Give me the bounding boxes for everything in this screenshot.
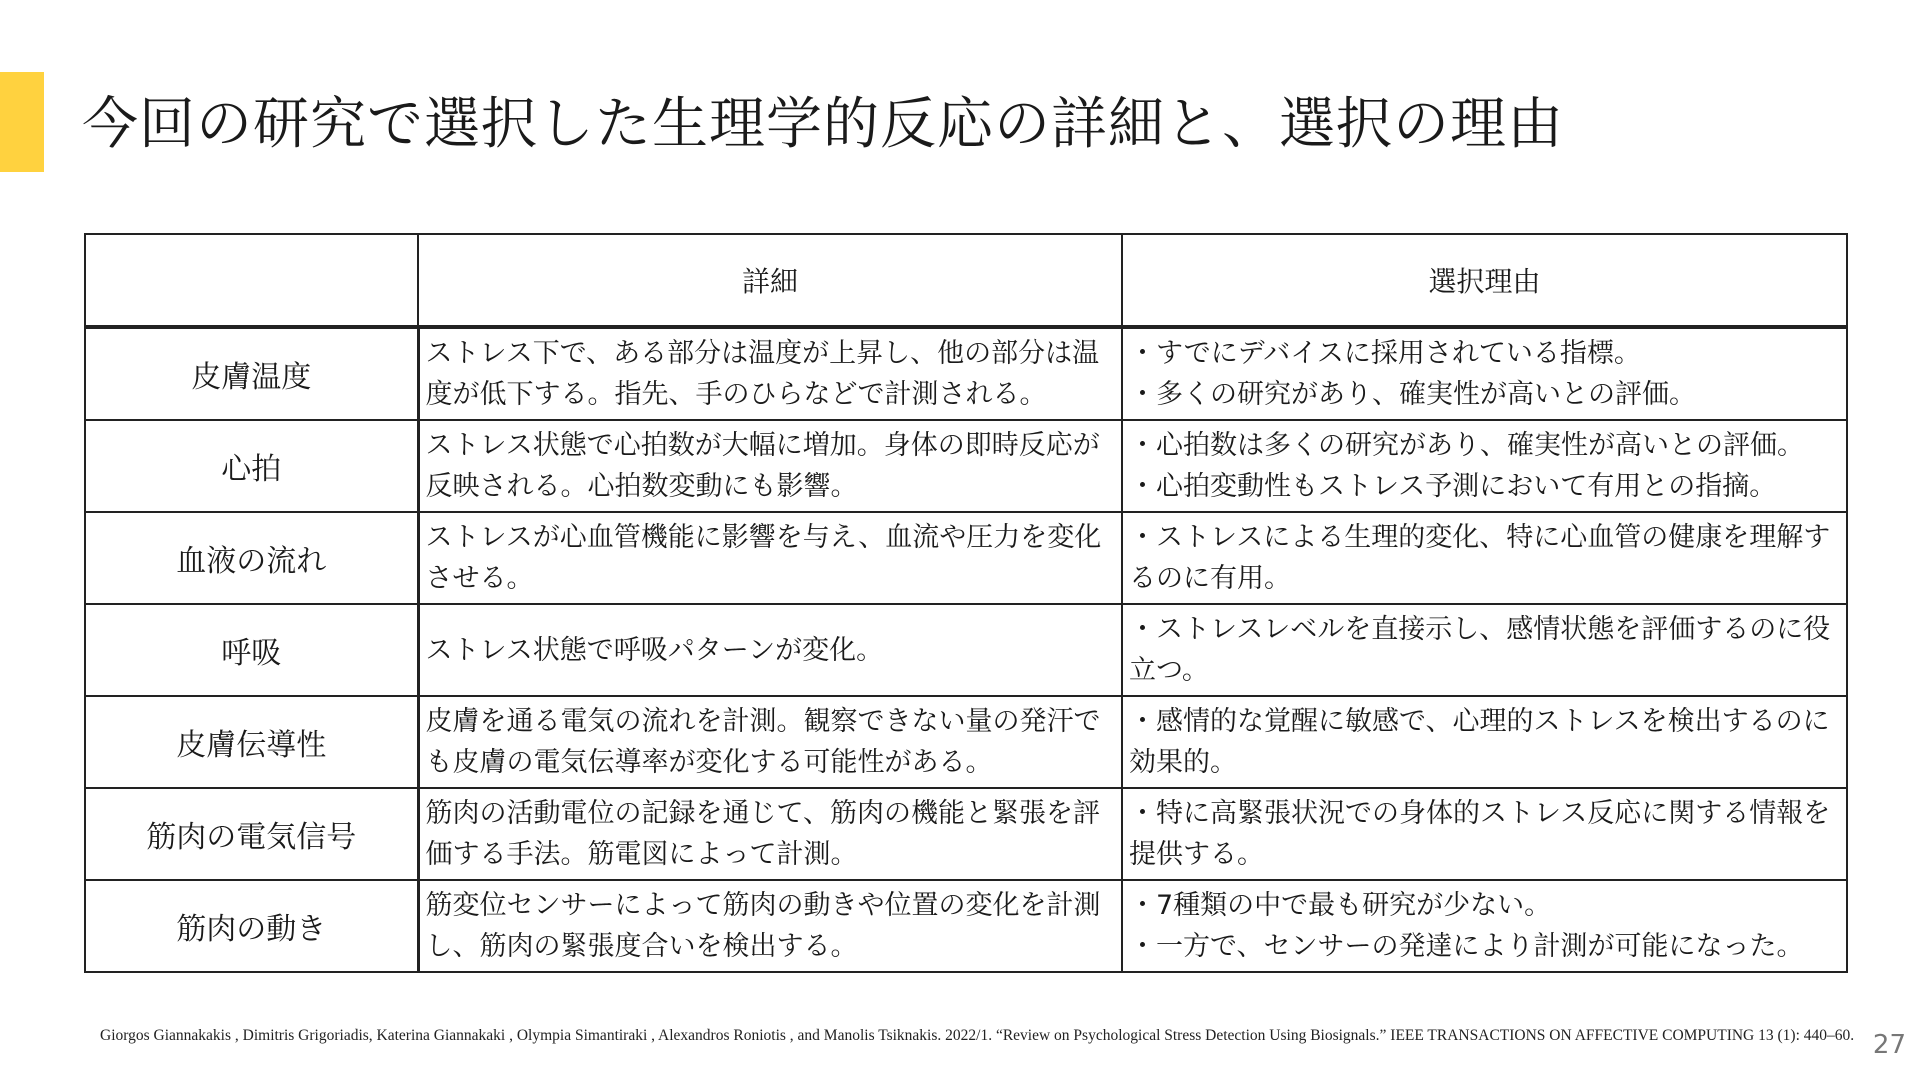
table-row: [85, 788, 1847, 880]
table-header-row: [85, 234, 1847, 327]
header-detail: 詳細: [418, 234, 1122, 327]
detail-cell: 皮膚を通る電気の流れを計測。観察できない量の発汗でも皮膚の電気伝導率が変化する可能性がある。: [418, 696, 1122, 788]
header-reason: 選択理由: [1122, 234, 1847, 327]
title-accent-bar: [0, 72, 44, 172]
row-label: 心拍: [85, 420, 418, 512]
reason-cell: [1122, 420, 1847, 512]
row-label: 血液の流れ: [85, 512, 418, 604]
page-number: 27: [1872, 1030, 1906, 1060]
reason-line: ・ストレスによる生理的変化、特に心血管の健康を理解するのに有用。: [1129, 522, 1831, 594]
reason-line: ・ストレスレベルを直接示し、感情状態を評価するのに役立つ。: [1129, 614, 1831, 686]
detail-cell: ストレスが心血管機能に影響を与え、血流や圧力を変化させる。: [418, 512, 1122, 604]
reason-line: ・心拍変動性もストレス予測において有用との指摘。: [1129, 471, 1777, 502]
row-label: 筋肉の動き: [85, 880, 418, 972]
reason-cell: [1122, 512, 1847, 604]
reason-cell: [1122, 327, 1847, 420]
row-label: 筋肉の電気信号: [85, 788, 418, 880]
reason-line: ・多くの研究があり、確実性が高いとの評価。: [1129, 379, 1696, 410]
detail-cell: 筋肉の活動電位の記録を通じて、筋肉の機能と緊張を評価する手法。筋電図によって計測。: [418, 788, 1122, 880]
reason-line: ・特に高緊張状況での身体的ストレス反応に関する情報を提供する。: [1129, 798, 1831, 870]
reason-line: ・一方で、センサーの発達により計測が可能になった。: [1129, 931, 1804, 962]
reason-cell: [1122, 696, 1847, 788]
reason-line: ・7種類の中で最も研究が少ない。: [1129, 890, 1552, 921]
reason-line: ・感情的な覚醒に敏感で、心理的ストレスを検出するのに効果的。: [1129, 706, 1830, 778]
detail-cell: ストレス状態で心拍数が大幅に増加。身体の即時反応が反映される。心拍数変動にも影響。: [418, 420, 1122, 512]
table-row: [85, 604, 1847, 696]
table-row: [85, 512, 1847, 604]
table-row: [85, 696, 1847, 788]
slide-title: 今回の研究で選択した生理学的反応の詳細と、選択の理由: [82, 92, 1564, 157]
row-label: 呼吸: [85, 604, 418, 696]
reason-line: ・心拍数は多くの研究があり、確実性が高いとの評価。: [1129, 430, 1804, 461]
detail-cell: 筋変位センサーによって筋肉の動きや位置の変化を計測し、筋肉の緊張度合いを検出する。: [418, 880, 1122, 972]
reason-cell: [1122, 788, 1847, 880]
detail-cell: ストレス状態で呼吸パターンが変化。: [418, 604, 1122, 696]
table-row: [85, 420, 1847, 512]
row-label: 皮膚伝導性: [85, 696, 418, 788]
reason-cell: [1122, 880, 1847, 972]
citation-text: Giorgos Giannakakis , Dimitris Grigoriadis, Katerina Giannakaki , Olympia Simantiraki , Alexandros Roniotis , and Manolis Tsiknakis. 2022/1. “Review on Psychological Stress Detection Using Biosignals.” IEEE TRANSACTIONS ON AFFECTIVE COMPUTING 13 (1): 440–60.: [100, 1027, 1855, 1044]
physiological-response-table: [84, 233, 1848, 973]
detail-cell: ストレス下で、ある部分は温度が上昇し、他の部分は温度が低下する。指先、手のひらなどで計測される。: [418, 327, 1122, 420]
row-label: 皮膚温度: [85, 327, 418, 420]
header-empty-cell: [85, 234, 418, 327]
reason-line: ・すでにデバイスに採用されている指標。: [1129, 338, 1641, 369]
table-row: [85, 880, 1847, 972]
table-row: [85, 327, 1847, 420]
reason-cell: [1122, 604, 1847, 696]
